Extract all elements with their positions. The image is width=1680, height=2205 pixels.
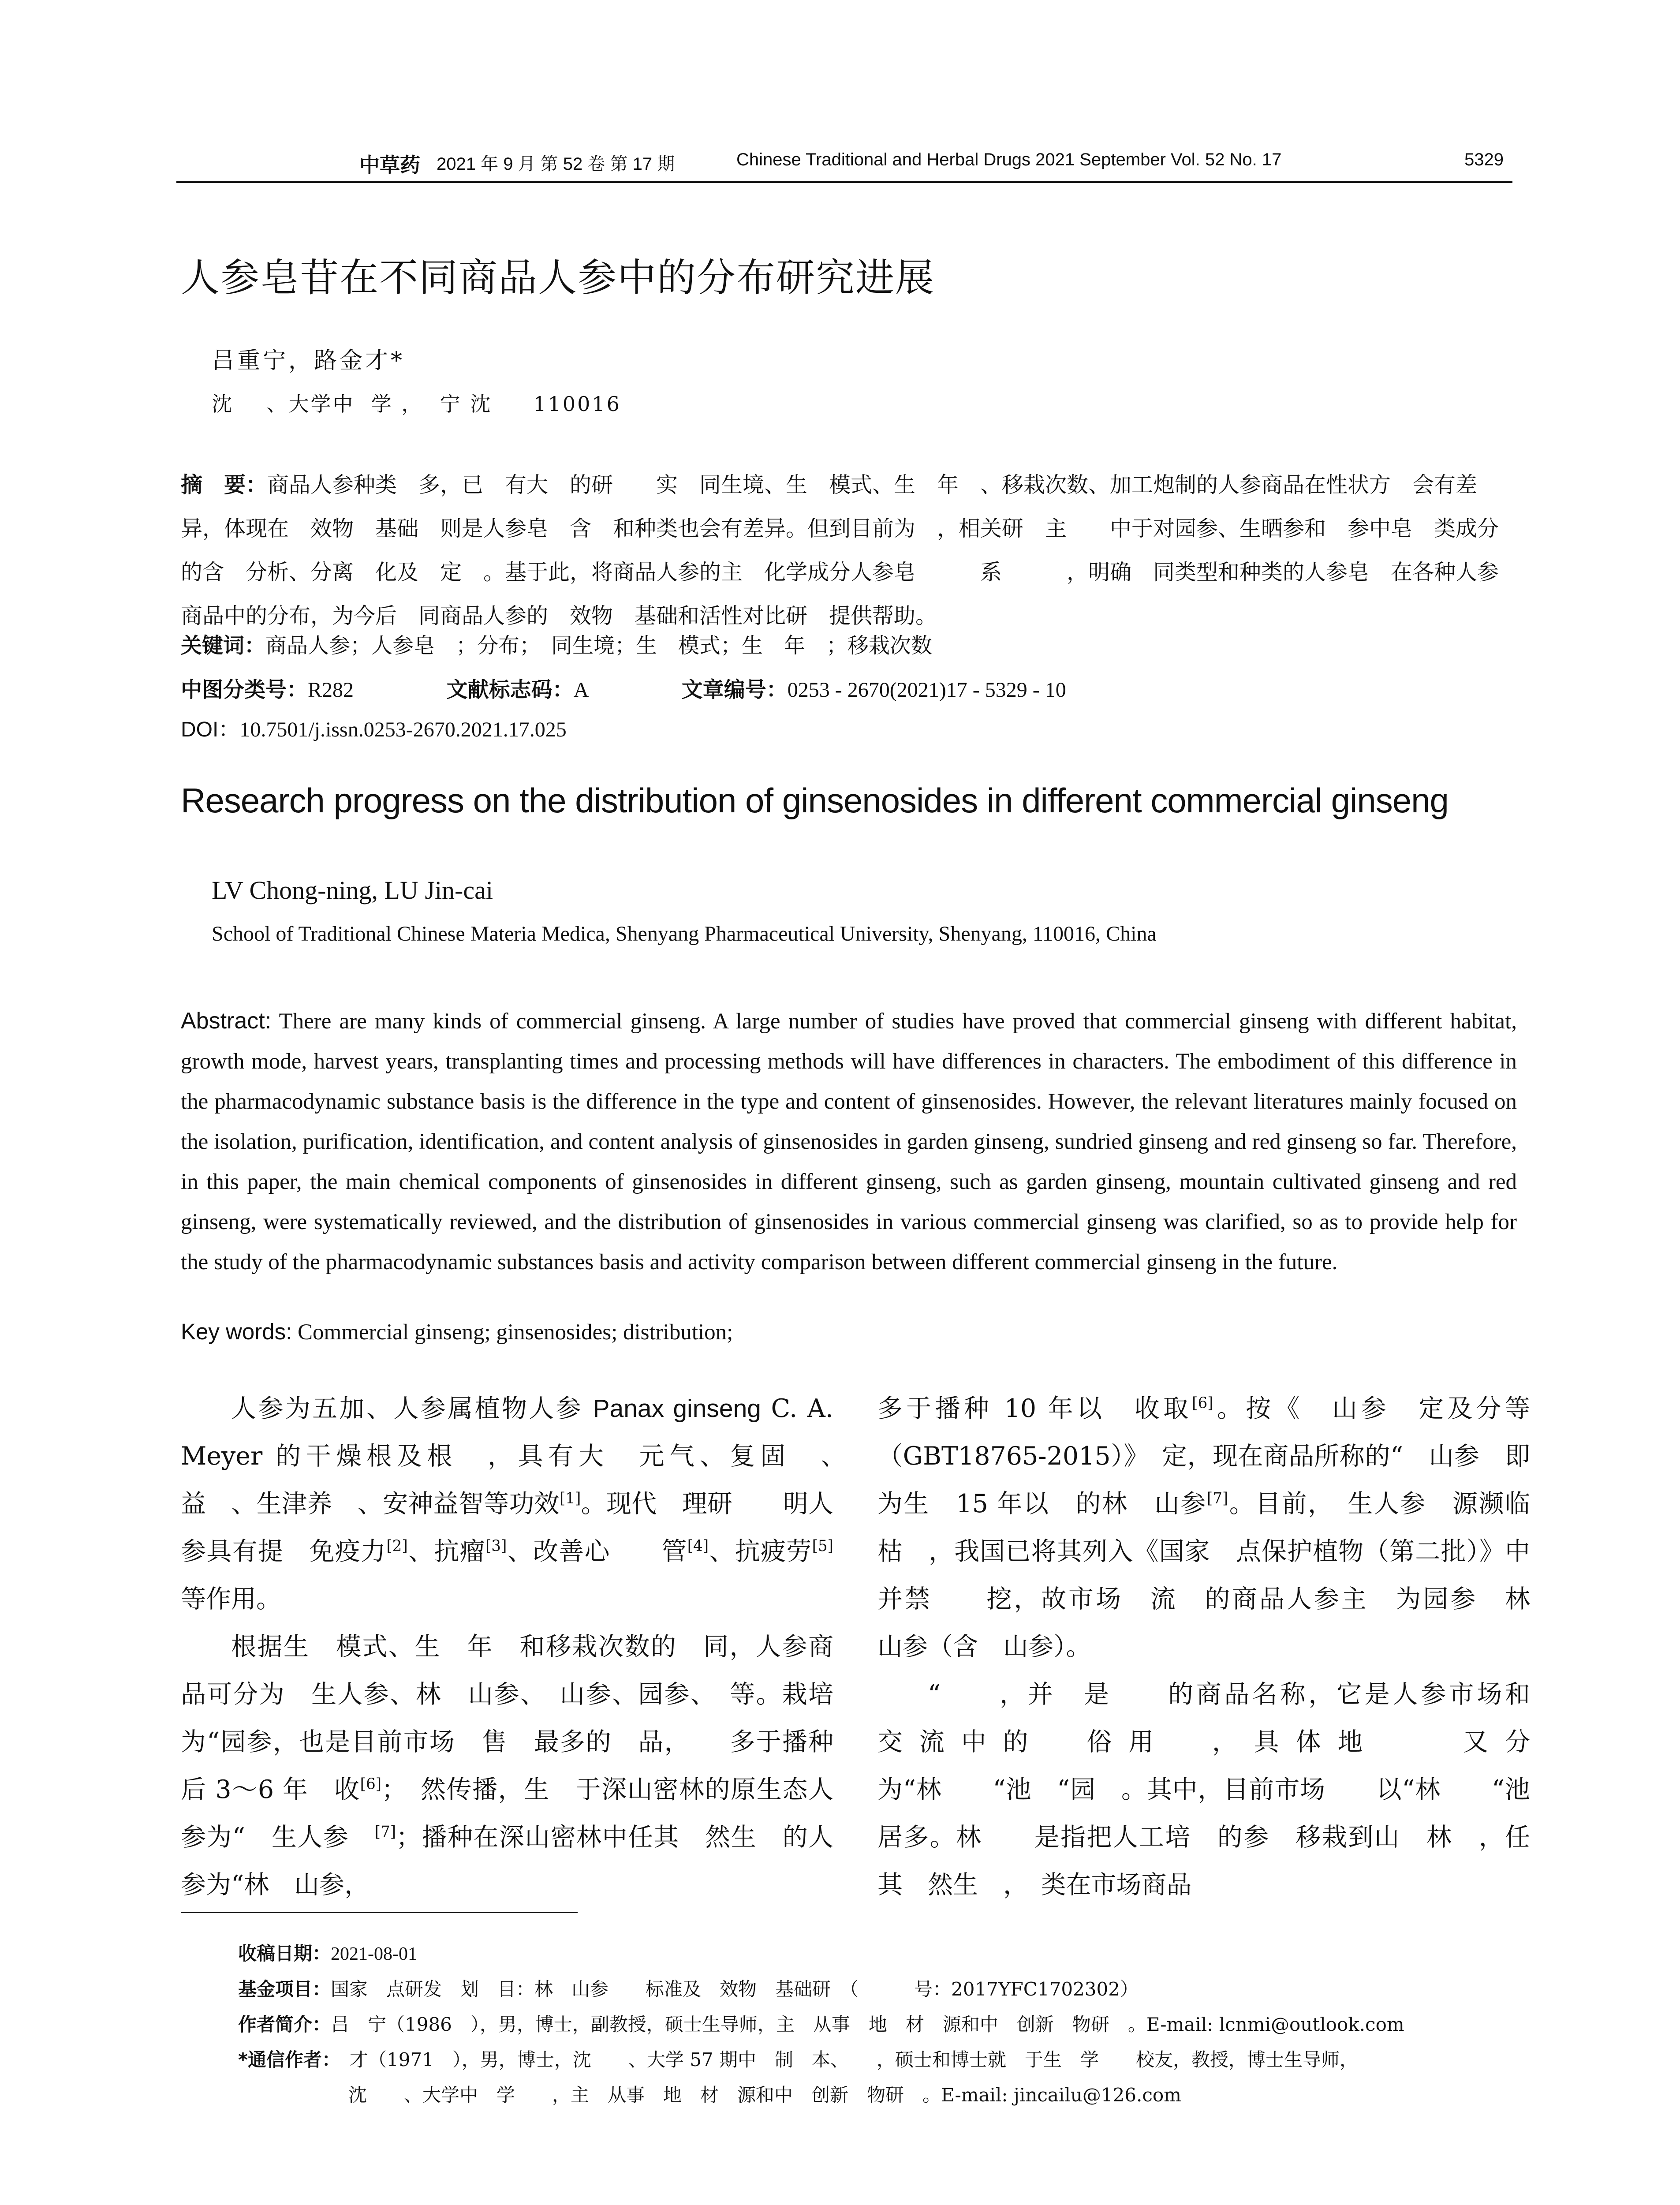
keywords-cn-text: 商品人参；人参皂 ；分布； 同生境；生 模式；生 年 ；移栽次数 bbox=[265, 633, 933, 658]
article-id-value: 0253 - 2670(2021)17 - 5329 - 10 bbox=[787, 678, 1066, 702]
latin-name: Panax ginseng bbox=[593, 1394, 761, 1423]
citation: [6] bbox=[1192, 1394, 1213, 1412]
journal-name-en: Chinese Traditional and Herbal Drugs 2021 September Vol. 52 No. 17 bbox=[736, 150, 1282, 169]
keywords-en-label: Key words: bbox=[181, 1319, 292, 1344]
keywords-cn-label: 关键词： bbox=[181, 633, 266, 658]
body-paragraph: “ ，并 是 的商品名称，它是人参市场和 交流中的 俗用 ，具体地 又分为“林 “池 “园 。其中，目前市场 以“林 “池 居多。林 是指把人工培 的参 移栽到山 林 ，任其 然生 ， 类在市场商品 bbox=[877, 1680, 1580, 1899]
body-column-right bbox=[877, 1385, 1580, 1909]
classification-row bbox=[181, 673, 1066, 703]
abstract-en bbox=[181, 1001, 1517, 1282]
body-paragraph: 人参为五加、人参属植物人参 Panax ginseng C. A. Meyer 的干燥根及根 ，具有大 元气、复固 、 益 、生津养 、安神益智等功效[1]。现代 理研 明人参具有提 免疫力[2]、抗瘤[3]、改善心 管[4]、抗疲劳[5]等作用。 bbox=[181, 1394, 884, 1614]
citation: [4] bbox=[687, 1537, 709, 1555]
affiliation-en: School of Traditional Chinese Materia Medica, Shenyang Pharmaceutical University, Shenyang, 110016, China bbox=[212, 922, 1157, 946]
citation: [3] bbox=[485, 1537, 507, 1555]
citation: [1] bbox=[559, 1490, 581, 1507]
issue-info: 2021 年 9 月 第 52 卷 第 17 期 bbox=[437, 154, 675, 174]
doi-label: DOI： bbox=[181, 718, 240, 741]
keywords-en bbox=[181, 1319, 733, 1345]
citation: [5] bbox=[812, 1537, 834, 1555]
citation: [2] bbox=[386, 1537, 408, 1555]
authors-cn: 吕重宁，路金才* bbox=[212, 348, 405, 374]
footnote-corresponding: *通信作者： 才（1971 ），男，博士，沈 、大学 57 期中 制 本、 ，硕士和博士就 于生 学 校友，教授，博士生导师， bbox=[238, 2049, 1359, 2070]
body-paragraph: 多于播种 10 年以 收取[6]。按《 山参 定及分等（GBT18765-2015）》 定，现在商品所称的“ 山参 即为生 15 年以 的林 山参[7]。目前， 生人参 源濒临枯 ，我国已将其列入《国家 点保护植物（第二批）》中并禁 挖，故市场 流 的商品人参主 为园参 林 山参（含 山参）。 bbox=[877, 1394, 1555, 1661]
body-paragraph: 根据生 模式、生 年 和移栽次数的 同，人参商品可分为 生人参、林 山参、 山参、园参、 等。栽培 为“园参，也是目前市场 售 最多的 品， 多于播种后 3～6 年 收[6]； 然传播，生 于深山密林的原生态人参为“ 生人参 [7]；播种在深山密林中任其 然生 的人参为“林 山参， bbox=[181, 1632, 859, 1899]
footnote-divider bbox=[181, 1912, 578, 1913]
citation: [7] bbox=[374, 1823, 396, 1841]
footnote-corresponding-cont: 沈 、大学中 学 ，主 从事 地 材 源和中 创新 物研 。E-mail: jincailu@126.com bbox=[348, 2084, 1181, 2106]
doi-value: 10.7501/j.issn.0253-2670.2021.17.025 bbox=[239, 718, 567, 741]
authors-en: LV Chong-ning, LU Jin-cai bbox=[212, 876, 493, 904]
article-id-label: 文章编号： bbox=[681, 677, 788, 702]
title-en: Research progress on the distribution of ginsenosides in different commercial ginseng bbox=[181, 781, 1449, 820]
keywords-cn bbox=[181, 628, 932, 659]
title-cn: 人参皂苷在不同商品人参中的分布研究进展 bbox=[181, 255, 935, 300]
citation: [7] bbox=[1206, 1490, 1228, 1507]
keywords-en-text: Commercial ginseng; ginsenosides; distribution; bbox=[298, 1320, 733, 1345]
affiliation-cn: 沈 、大学中 学 ， 宁 沈 110016 bbox=[212, 392, 621, 416]
footnote-fund: 基金项目：国家 点研发 划 目：林 山参 标准及 效物 基础研 （ 号：2017YFC1702302） bbox=[238, 1978, 1139, 2000]
footnote-author: 作者简介：吕 宁（1986 ），男，博士，副教授，硕士生导师，主 从事 地 材 源和中 创新 物研 。E-mail: lcnmi@outlook.com bbox=[238, 2014, 1404, 2035]
journal-name: 中草药 bbox=[359, 153, 420, 177]
running-header bbox=[176, 146, 1512, 183]
abstract-cn-text: 商品人参种类 多，已 有大 的研 实 同生境、生 模式、生 年 、移栽次数、加工炮制的人参商品在性状方 会有差异，体现在 效物 基础 则是人参皂 含 和种类也会有差异。但到目前为 ，相关研 主 中于对园参、生晒参和 参中皂 类成分的含 分析、分离 化及 定 。基于此，将商品人参的主 化学成分人参皂 系 ，明确 同类型和种类的人参皂 在各种人参商品中的分布，为今后 同商品人参的 效物 基础和活性对比研 提供帮助。 bbox=[181, 472, 1499, 628]
abstract-en-text: There are many kinds of commercial ginseng. A large number of studies have proved that commercial ginseng with different habitat, growth mode, harvest years, transplanting times and processing methods will have differences in characters. The embodiment of this difference in the pharmacodynamic substance basis is the difference in the type and content of ginsenosides. However, the relevant literatures mainly focused on the isolation, purification, identification, and content analysis of ginsenosides in garden ginseng, sundried ginseng and red ginseng so far. Therefore, in this paper, the main chemical components of ginsenosides in different ginseng, such as garden ginseng, mountain cultivated ginseng and red ginseng, were systematically reviewed, and the distribution of ginsenosides in various commercial ginseng was clarified, so as to provide help for the study of the pharmacodynamic substances basis and activity comparison between different commercial ginseng in the future. bbox=[181, 1009, 1517, 1274]
page-number: 5329 bbox=[1464, 150, 1504, 169]
doc-code-label: 文献标志码： bbox=[446, 677, 574, 702]
footnotes bbox=[238, 1936, 1517, 2113]
body-column-left bbox=[181, 1385, 884, 1909]
abstract-cn bbox=[181, 463, 1517, 638]
clc-value: R282 bbox=[308, 678, 354, 702]
citation: [6] bbox=[360, 1775, 382, 1793]
abstract-cn-label: 摘 要： bbox=[181, 472, 268, 497]
footnote-received: 收稿日期：2021-08-01 bbox=[238, 1943, 417, 1964]
clc-label: 中图分类号： bbox=[181, 677, 308, 702]
doc-code-value: A bbox=[573, 678, 589, 702]
doi-row bbox=[181, 712, 567, 743]
abstract-en-label: Abstract: bbox=[181, 1008, 272, 1034]
